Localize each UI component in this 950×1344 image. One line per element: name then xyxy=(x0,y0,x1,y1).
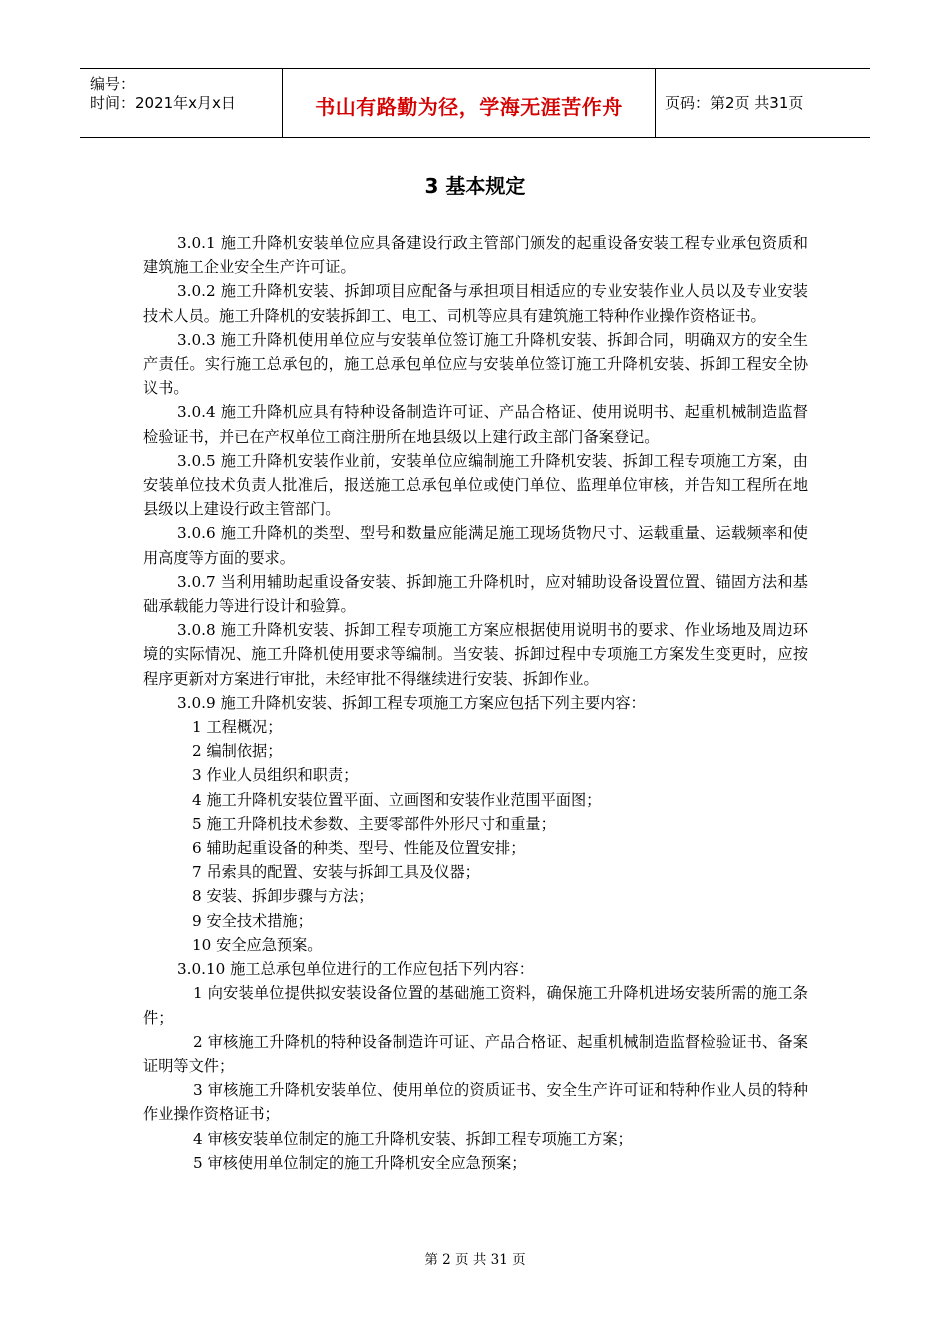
list-item: 3 审核施工升降机安装单位、使用单位的资质证书、安全生产许可证和特种作业人员的特种作业操作资格证书； xyxy=(143,1081,808,1124)
list-item: 5 施工升降机技术参数、主要零部件外形尺寸和重量； xyxy=(192,814,556,833)
header-meta-cell xyxy=(80,69,282,137)
page-header xyxy=(80,68,870,138)
header-motto-cell xyxy=(282,69,656,137)
clause-3-0-1: 3.0.1 施工升降机安装单位应具备建设行政主管部门颁发的起重设备安装工程专业承包资质和建筑施工企业安全生产许可证。 xyxy=(143,234,808,277)
document-time-label: 时间：2021年x月x日 xyxy=(90,94,236,112)
header-motto: 书山有路勤为径，学海无涯苦作舟 xyxy=(315,95,623,119)
list-item: 7 吊索具的配置、安装与拆卸工具及仪器； xyxy=(192,863,480,882)
list-item: 3 作业人员组织和职责； xyxy=(192,766,359,785)
list-item: 6 辅助起重设备的种类、型号、性能及位置安排； xyxy=(192,839,526,858)
clause-3-0-6: 3.0.6 施工升降机的类型、型号和数量应能满足施工现场货物尺寸、运载重量、运载频率和使用高度等方面的要求。 xyxy=(143,524,808,567)
page-footer: 第 2 页 共 31 页 xyxy=(424,1252,526,1268)
list-item: 1 向安装单位提供拟安装设备位置的基础施工资料，确保施工升降机进场安装所需的施工条件； xyxy=(143,984,808,1027)
clause-3-0-7: 3.0.7 当利用辅助起重设备安装、拆卸施工升降机时，应对辅助设备设置位置、锚固方法和基础承载能力等进行设计和验算。 xyxy=(143,572,808,616)
header-page-info: 页码：第2页 共31页 xyxy=(665,94,804,112)
list-item: 9 安全技术措施； xyxy=(192,911,313,930)
list-item: 8 安装、拆卸步骤与方法； xyxy=(192,887,374,906)
list-item: 5 审核使用单位制定的施工升降机安全应急预案； xyxy=(193,1153,527,1172)
list-item: 2 审核施工升降机的特种设备制造许可证、产品合格证、起重机械制造监督检验证书、备案证明等文件； xyxy=(143,1032,808,1075)
list-item: 4 审核安装单位制定的施工升降机安装、拆卸工程专项施工方案； xyxy=(193,1129,633,1148)
section-title: 3 基本规定 xyxy=(424,174,526,198)
document-body xyxy=(143,231,808,1175)
clause-3-0-4: 3.0.4 施工升降机应具有特种设备制造许可证、产品合格证、使用说明书、起重机械制造监督检验证书，并已在产权单位工商注册所在地县级以上建行政主部门备案登记。 xyxy=(143,403,808,446)
document-number-label: 编号： xyxy=(90,75,136,93)
list-item: 1 工程概况； xyxy=(192,718,283,737)
list-item: 10 安全应急预案。 xyxy=(192,935,323,954)
clause-3-0-9: 3.0.9 施工升降机安装、拆卸工程专项施工方案应包括下列主要内容： xyxy=(177,693,646,712)
list-item: 2 编制依据； xyxy=(192,742,283,761)
clause-3-0-10: 3.0.10 施工总承包单位进行的工作应包括下列内容： xyxy=(177,960,534,979)
header-page-cell xyxy=(655,69,870,137)
clause-3-0-3: 3.0.3 施工升降机使用单位应与安装单位签订施工升降机安装、拆卸合同，明确双方的安全生产责任。实行施工总承包的，施工总承包单位应与安装单位签订施工升降机安装、拆卸工程安全协议书。 xyxy=(143,330,808,398)
clause-3-0-5: 3.0.5 施工升降机安装作业前，安装单位应编制施工升降机安装、拆卸工程专项施工方案，由安装单位技术负责人批准后，报送施工总承包单位或使门单位、监理单位审核，并告知工程所在地县级以上建设行政主管部门。 xyxy=(143,451,808,519)
clause-3-0-2: 3.0.2 施工升降机安装、拆卸项目应配备与承担项目相适应的专业安装作业人员以及专业安装技术人员。施工升降机的安装拆卸工、电工、司机等应具有建筑施工特种作业操作资格证书。 xyxy=(143,282,808,325)
list-item: 4 施工升降机安装位置平面、立画图和安装作业范围平面图； xyxy=(192,790,602,809)
clause-3-0-8: 3.0.8 施工升降机安装、拆卸工程专项施工方案应根据使用说明书的要求、作业场地及周边环境的实际情况、施工升降机使用要求等编制。当安装、拆卸过程中专项施工方案发生变更时，应按程序更新对方案进行审批，未经审批不得继续进行安装、拆卸作业。 xyxy=(143,621,808,688)
